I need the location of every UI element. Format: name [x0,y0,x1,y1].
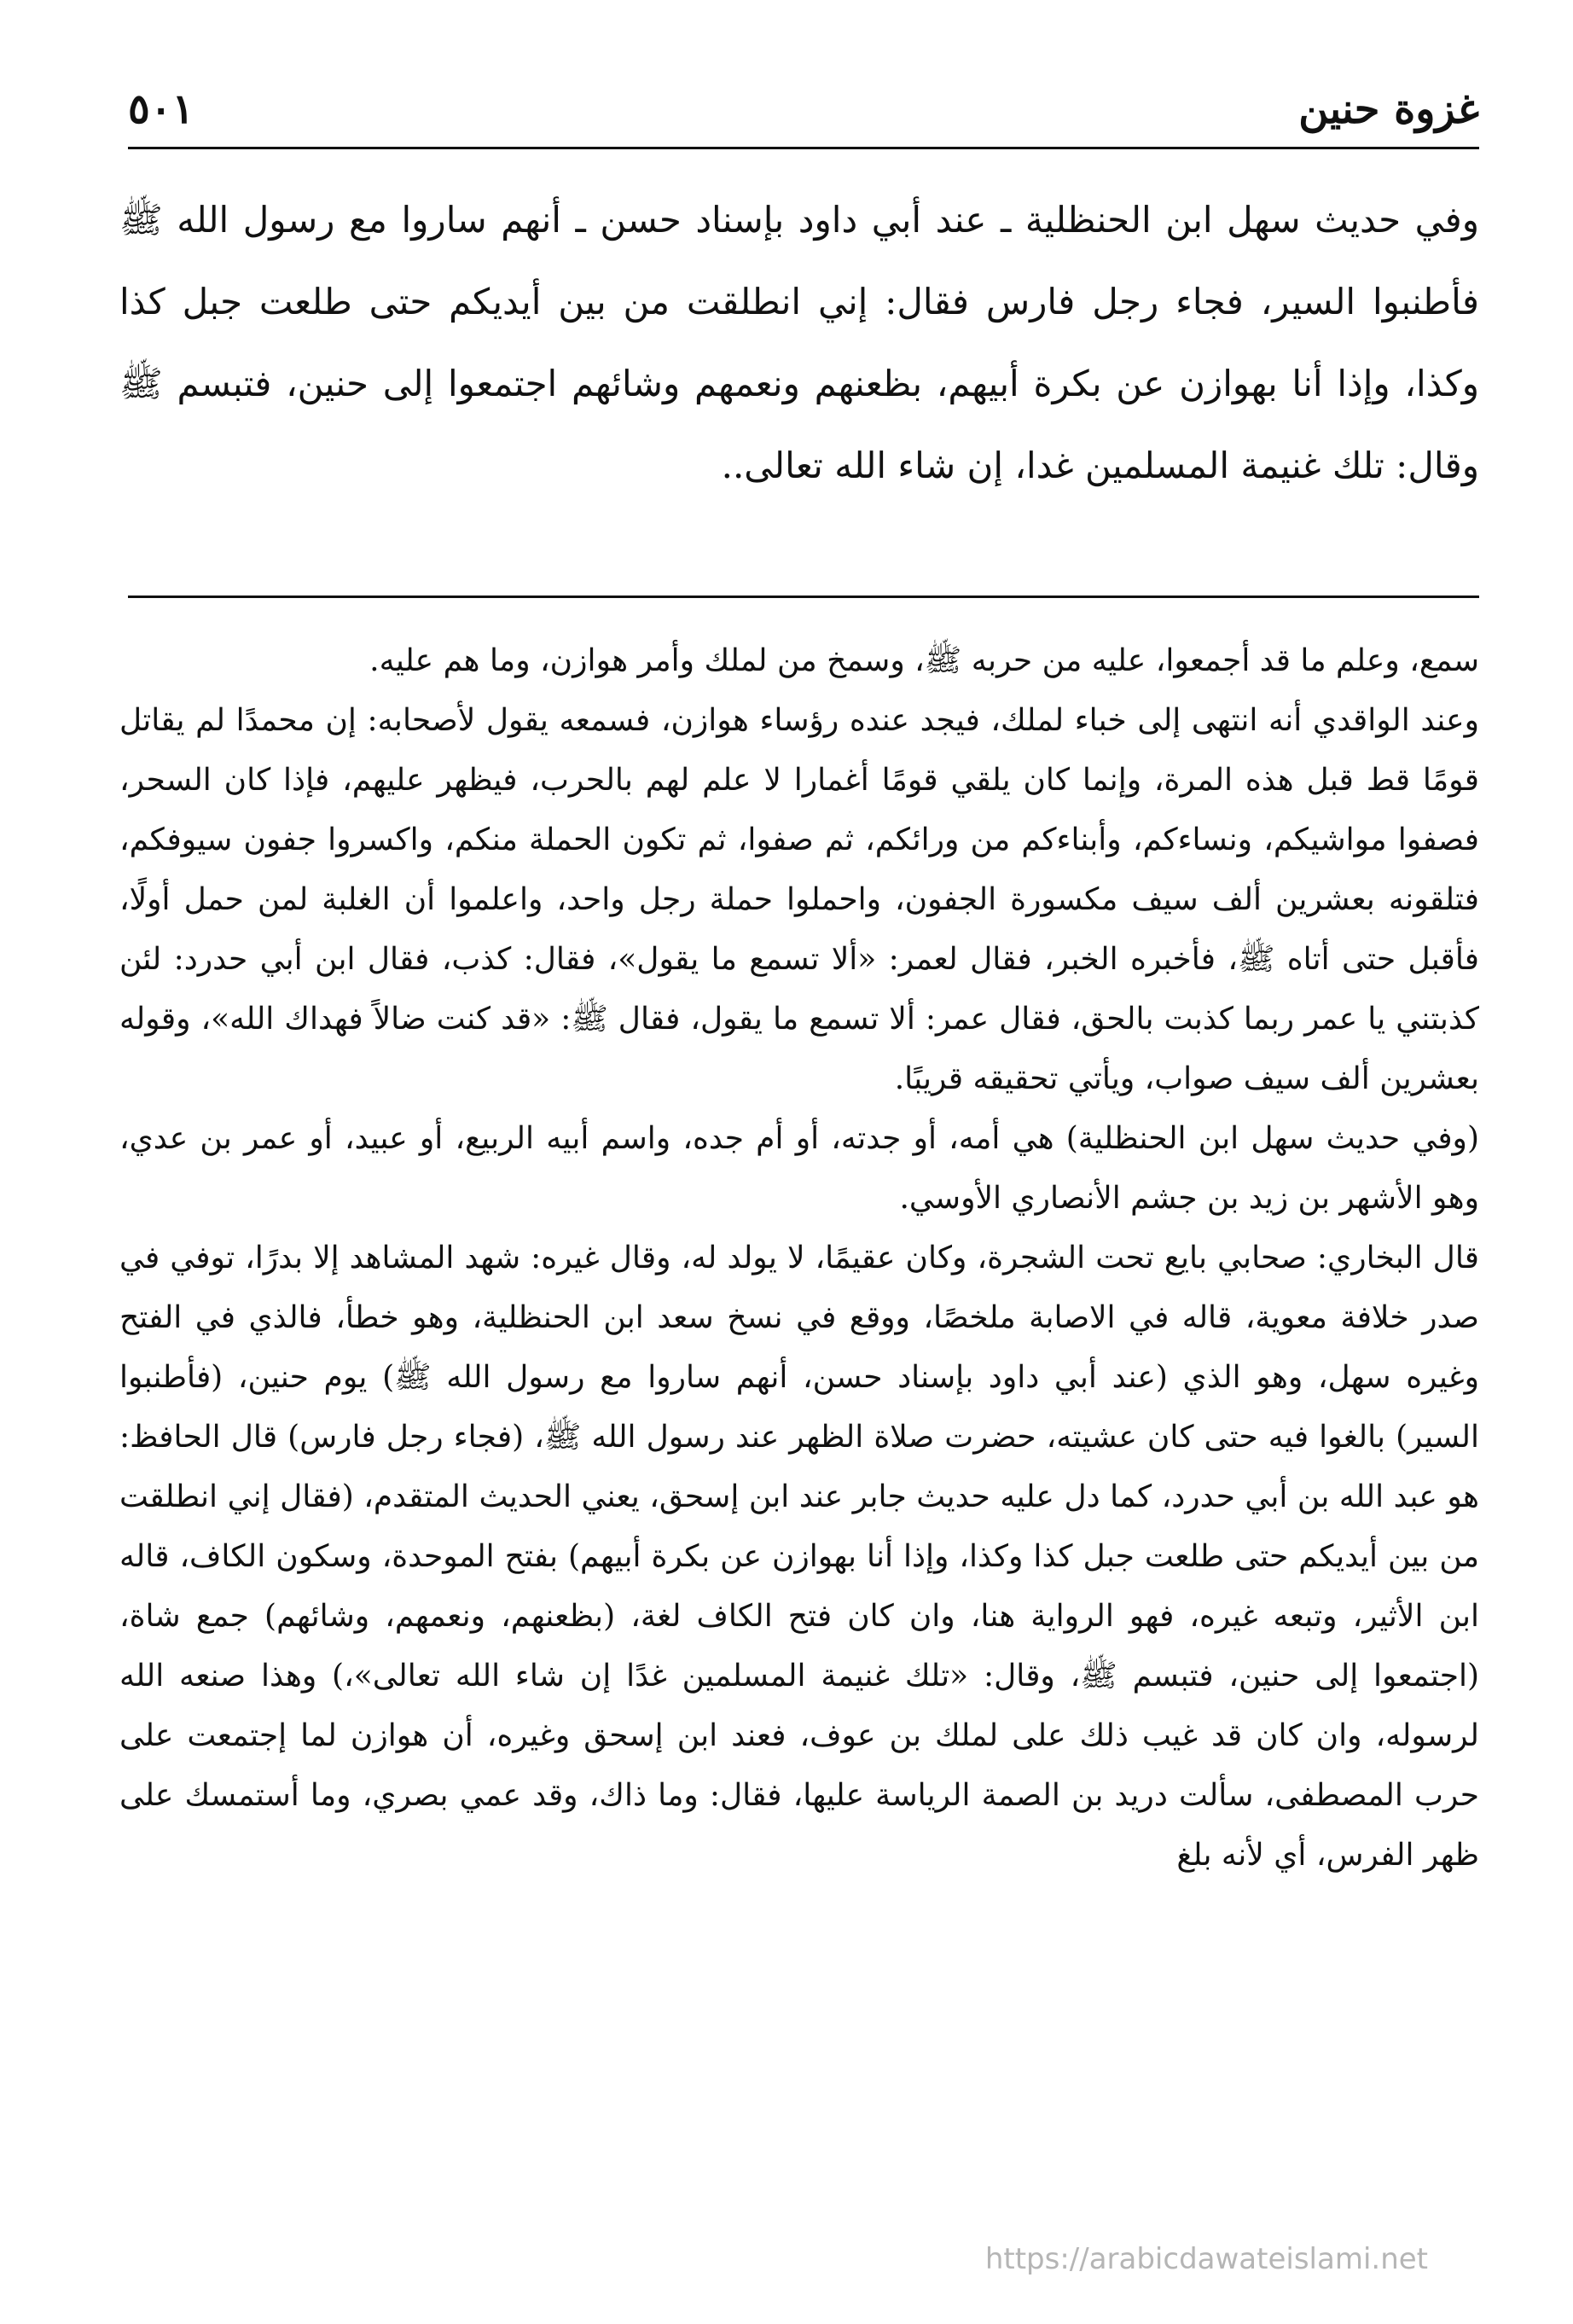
main-text: وفي حديث سهل ابن الحنظلية ـ عند أبي داود بإسناد حسن ـ أنهم ساروا مع رسول الله ﷺ فأطنبوا السير، فجاء رجل فارس فقال: إني انطلقت من بين أيديكم حتى طلعت جبل كذا وكذا، وإذا أنا بهوازن عن بكرة أبيهم، بظعنهم ونعمهم وشائهم اجتمعوا إلى حنين، فتبسم ﷺ وقال: تلك غنيمة المسلمين غدا، إن شاء الله تعالى.. [119,199,1479,486]
commentary-paragraph: سمع، وعلم ما قد أجمعوا، عليه من حربه ﷺ، وسمخ من لملك وأمر هوازن، وما هم عليه. [369,643,1479,678]
page-header [128,75,1479,143]
watermark-url: https://arabicdawateislami.net [984,2242,1428,2276]
running-title: غزوة حنين [1298,85,1479,133]
header-rule [128,147,1479,149]
section-divider [128,596,1479,598]
page-number: ٥٠١ [128,85,194,133]
commentary [119,631,1479,1885]
commentary-paragraph: قال البخاري: صحابي بايع تحت الشجرة، وكان عقيمًا، لا يولد له، وقال غيره: شهد المشاهد إلا بدرًا، توفي في صدر خلافة معوية، قاله في الاصابة ملخصًا، ووقع في نسخ سعد ابن الحنظلية، وهو خطأ، فالذي في الفتح وغيره سهل، وهو الذي (عند أبي داود بإسناد حسن، أنهم ساروا مع رسول الله ﷺ) يوم حنين، (فأطنبوا السير) بالغوا فيه حتى كان عشيته، حضرت صلاة الظهر عند رسول الله ﷺ، (فجاء رجل فارس) قال الحافظ: هو عبد الله بن أبي حدرد، كما دل عليه حديث جابر عند ابن إسحق، يعني الحديث المتقدم، (فقال إني انطلقت من بين أيديكم حتى طلعت جبل كذا وكذا، وإذا أنا بهوازن عن بكرة أبيهم) بفتح الموحدة، وسكون الكاف، قاله ابن الأثير، وتبعه غيره، فهو الرواية هنا، وان كان فتح الكاف لغة، (بظعنهم، ونعمهم، وشائهم) جمع شاة، (اجتمعوا إلى حنين، فتبسم ﷺ، وقال: «تلك غنيمة المسلمين غدًا إن شاء الله تعالى»،) وهذا صنعه الله لرسوله، وان كان قد غيب ذلك على لملك بن عوف، فعند ابن إسحق وغيره، أن هوازن لما إجتمعت على حرب المصطفى، سألت دريد بن الصمة الرياسة عليها، فقال: وما ذاك، وقد عمي بصري، وما أستمسك على ظهر الفرس، أي لأنه بلغ [119,1240,1479,1873]
commentary-paragraph: وعند الواقدي أنه انتهى إلى خباء لملك، فيجد عنده رؤساء هوازن، فسمعه يقول لأصحابه: إن محمدًا لم يقاتل قومًا قط قبل هذه المرة، وإنما كان يلقي قومًا أغمارا لا علم لهم بالحرب، فيظهر عليهم، فإذا كان السحر، فصفوا مواشيكم، ونساءكم، وأبناءكم من ورائكم، ثم صفوا، ثم تكون الحملة منكم، واكسروا جفون سيوفكم، فتلقونه بعشرين ألف سيف مكسورة الجفون، واحملوا حملة رجل واحد، واعلموا أن الغلبة لمن حمل أولًا، فأقبل حتى أتاه ﷺ، فأخبره الخبر، فقال لعمر: «ألا تسمع ما يقول»، فقال: كذب، فقال ابن أبي حدرد: لئن كذبتني يا عمر ربما كذبت بالحق، فقال عمر: ألا تسمع ما يقول، فقال ﷺ: «قد كنت ضالاً فهداك الله»، وقوله بعشرين ألف سيف صواب، ويأتي تحقيقه قريبًا. [119,703,1479,1096]
commentary-paragraph: (وفي حديث سهل ابن الحنظلية) هي أمه، أو جدته، أو أم جده، واسم أبيه الربيع، أو عبيد، أو عمر بن عدي، وهو الأشهر بن زيد بن جشم الأنصاري الأوسي. [119,1121,1479,1216]
